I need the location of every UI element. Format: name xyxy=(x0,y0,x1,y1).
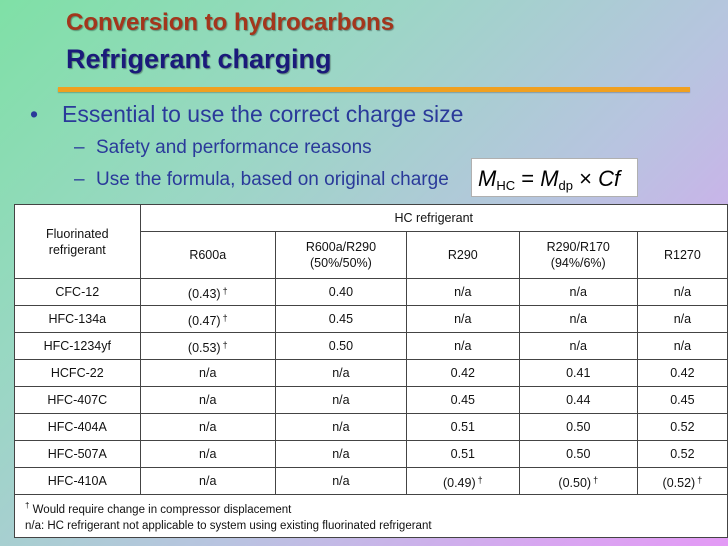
fluorinated-refrigerant-name: HFC-1234yf xyxy=(15,333,141,360)
table-row xyxy=(15,441,728,468)
charge-factor-cell xyxy=(406,468,519,495)
sub-bullet-2 xyxy=(74,169,449,191)
slide-title: Conversion to hydrocarbons xyxy=(66,9,395,36)
charge-formula xyxy=(471,158,638,197)
charge-factor-value: n/a xyxy=(199,420,217,434)
charge-factor-cell xyxy=(637,306,727,333)
column-name: R600a/R290 xyxy=(305,240,377,254)
table-row xyxy=(15,360,728,387)
bullet-dot-icon: • xyxy=(30,101,39,127)
charge-factor-value: n/a xyxy=(199,447,217,461)
charge-factor-cell xyxy=(275,279,406,306)
charge-factor-value: 0.45 xyxy=(450,393,475,407)
charge-factor-cell xyxy=(406,306,519,333)
charge-factor-value: n/a xyxy=(454,339,472,353)
charge-factor-cell xyxy=(140,306,275,333)
formula-rhs-m: M xyxy=(540,166,559,191)
hc-header: HC refrigerant xyxy=(140,205,727,232)
dagger-mark: † xyxy=(477,474,483,485)
charge-factor-value: 0.44 xyxy=(566,393,591,407)
charge-factor-value: 0.45 xyxy=(328,312,354,326)
main-bullet-text: Essential to use the correct charge size xyxy=(62,101,464,127)
note-not-applicable: n/a: HC refrigerant not applicable to system using existing fluorinated refrigerant xyxy=(25,519,432,532)
formula-lhs-sub: HC xyxy=(496,178,516,193)
charge-factor-value: 0.41 xyxy=(566,366,591,380)
charge-factor-value: n/a xyxy=(199,366,217,380)
charge-factor-value: (0.47) xyxy=(187,313,221,328)
charge-factor-value: (0.49) xyxy=(442,475,476,490)
charge-factor-cell xyxy=(519,441,637,468)
table-notes-row xyxy=(15,495,728,538)
slide-subtitle: Refrigerant charging xyxy=(66,44,332,74)
column-blend-ratio: (94%/6%) xyxy=(550,256,606,270)
hc-column-header xyxy=(275,232,406,279)
table-row xyxy=(15,387,728,414)
charge-factor-cell xyxy=(140,279,275,306)
charge-factor-value: n/a xyxy=(332,474,350,488)
fluorinated-refrigerant-name: HFC-407C xyxy=(15,387,141,414)
charge-factor-cell xyxy=(275,360,406,387)
dagger-mark: † xyxy=(222,285,228,296)
table-row xyxy=(15,414,728,441)
charge-factor-value: 0.50 xyxy=(328,339,354,353)
note-dagger: † xyxy=(25,501,30,511)
charge-factor-value: n/a xyxy=(454,285,472,299)
charge-factor-value: n/a xyxy=(569,285,587,299)
charge-factor-cell xyxy=(637,360,727,387)
charge-factor-value: n/a xyxy=(199,393,217,407)
charge-factor-cell xyxy=(140,441,275,468)
sub-bullet-1 xyxy=(74,137,372,159)
charge-factor-cell xyxy=(406,279,519,306)
fluorinated-refrigerant-name: HFC-507A xyxy=(15,441,141,468)
charge-factor-cell xyxy=(275,468,406,495)
charge-factor-cell xyxy=(406,387,519,414)
charge-factor-cell xyxy=(275,441,406,468)
fluorinated-refrigerant-name: HFC-410A xyxy=(15,468,141,495)
charge-factor-cell xyxy=(406,414,519,441)
charge-factor-value: n/a xyxy=(332,447,350,461)
charge-factor-value: 0.42 xyxy=(670,366,695,380)
formula-times: × xyxy=(579,166,592,191)
column-name: R290 xyxy=(447,248,478,262)
table-notes xyxy=(15,495,728,538)
charge-factor-cell xyxy=(140,414,275,441)
fluorinated-refrigerant-name: HFC-404A xyxy=(15,414,141,441)
column-name: R1270 xyxy=(663,248,701,262)
title-divider xyxy=(58,87,690,92)
charge-factor-cell xyxy=(406,360,519,387)
charge-factor-cell xyxy=(519,333,637,360)
charge-factor-cell xyxy=(275,414,406,441)
charge-factor-value: n/a xyxy=(569,312,587,326)
charge-factor-cell xyxy=(406,441,519,468)
charge-factor-cell xyxy=(275,306,406,333)
dagger-mark: † xyxy=(593,474,599,485)
table-row xyxy=(15,306,728,333)
hc-column-header xyxy=(140,232,275,279)
dash-icon: – xyxy=(74,169,85,190)
charge-factor-value: n/a xyxy=(332,366,350,380)
charge-factor-value: n/a xyxy=(332,420,350,434)
hc-column-header xyxy=(406,232,519,279)
charge-factor-value: n/a xyxy=(199,474,217,488)
dash-icon: – xyxy=(74,137,85,158)
dagger-mark: † xyxy=(222,312,228,323)
charge-factor-value: (0.53) xyxy=(187,340,221,355)
charge-factor-cell xyxy=(637,279,727,306)
fluorinated-refrigerant-name: HCFC-22 xyxy=(15,360,141,387)
charge-factor-cell xyxy=(519,306,637,333)
column-name: R600a xyxy=(189,248,227,262)
charge-factor-cell xyxy=(406,333,519,360)
sub-bullet-text: Use the formula, based on original charge xyxy=(96,169,449,190)
dagger-mark: † xyxy=(222,339,228,350)
charge-factor-cell xyxy=(140,468,275,495)
charge-factor-value: 0.50 xyxy=(566,420,591,434)
charge-factor-value: 0.50 xyxy=(566,447,591,461)
column-blend-ratio: (50%/50%) xyxy=(310,256,372,270)
charge-factor-cell xyxy=(637,468,727,495)
charge-factor-value: 0.51 xyxy=(450,420,475,434)
column-name: R290/R170 xyxy=(546,240,610,254)
charge-factor-cell xyxy=(637,414,727,441)
charge-factor-value: 0.42 xyxy=(450,366,475,380)
charge-factor-value: 0.51 xyxy=(450,447,475,461)
charge-factor-cell xyxy=(140,360,275,387)
charge-factor-cell xyxy=(637,441,727,468)
charge-factor-cell xyxy=(275,333,406,360)
charge-factor-cell xyxy=(637,387,727,414)
hc-column-header xyxy=(637,232,727,279)
dagger-mark: † xyxy=(697,474,703,485)
charge-factor-cell xyxy=(140,387,275,414)
table-row xyxy=(15,333,728,360)
fluorinated-refrigerant-name: CFC-12 xyxy=(15,279,141,306)
fluorinated-header: Fluorinated refrigerant xyxy=(15,205,141,279)
table-row xyxy=(15,279,728,306)
charge-factor-cell xyxy=(637,333,727,360)
charge-factor-cell xyxy=(519,279,637,306)
charge-factor-value: n/a xyxy=(673,285,692,299)
charge-factor-cell xyxy=(519,387,637,414)
main-bullet xyxy=(30,101,463,128)
sub-bullet-text: Safety and performance reasons xyxy=(96,137,372,158)
charge-factor-value: n/a xyxy=(569,339,587,353)
charge-factor-value: n/a xyxy=(454,312,472,326)
charge-factor-value: n/a xyxy=(673,312,692,326)
charge-factor-value: 0.40 xyxy=(328,285,354,299)
charge-factor-cell xyxy=(275,387,406,414)
fluorinated-refrigerant-name: HFC-134a xyxy=(15,306,141,333)
formula-rhs-sub: dp xyxy=(558,178,574,193)
charge-factor-cell xyxy=(519,360,637,387)
formula-cf: Cf xyxy=(598,166,621,191)
charge-factor-cell xyxy=(140,333,275,360)
formula-lhs: M xyxy=(478,166,497,191)
note-displacement: Would require change in compressor displacement xyxy=(32,503,292,516)
charge-factor-value: 0.52 xyxy=(670,447,695,461)
charge-factor-cell xyxy=(519,414,637,441)
formula-equals: = xyxy=(521,166,535,191)
charge-factor-value: (0.43) xyxy=(187,286,221,301)
charge-factor-value: (0.52) xyxy=(662,475,696,490)
charge-factor-value: (0.50) xyxy=(558,475,592,490)
hc-column-header xyxy=(519,232,637,279)
refrigerant-table xyxy=(14,204,728,538)
charge-factor-value: 0.52 xyxy=(670,420,695,434)
charge-factor-value: n/a xyxy=(332,393,350,407)
table-row xyxy=(15,468,728,495)
charge-factor-value: 0.45 xyxy=(670,393,695,407)
charge-factor-value: n/a xyxy=(673,339,692,353)
charge-factor-cell xyxy=(519,468,637,495)
